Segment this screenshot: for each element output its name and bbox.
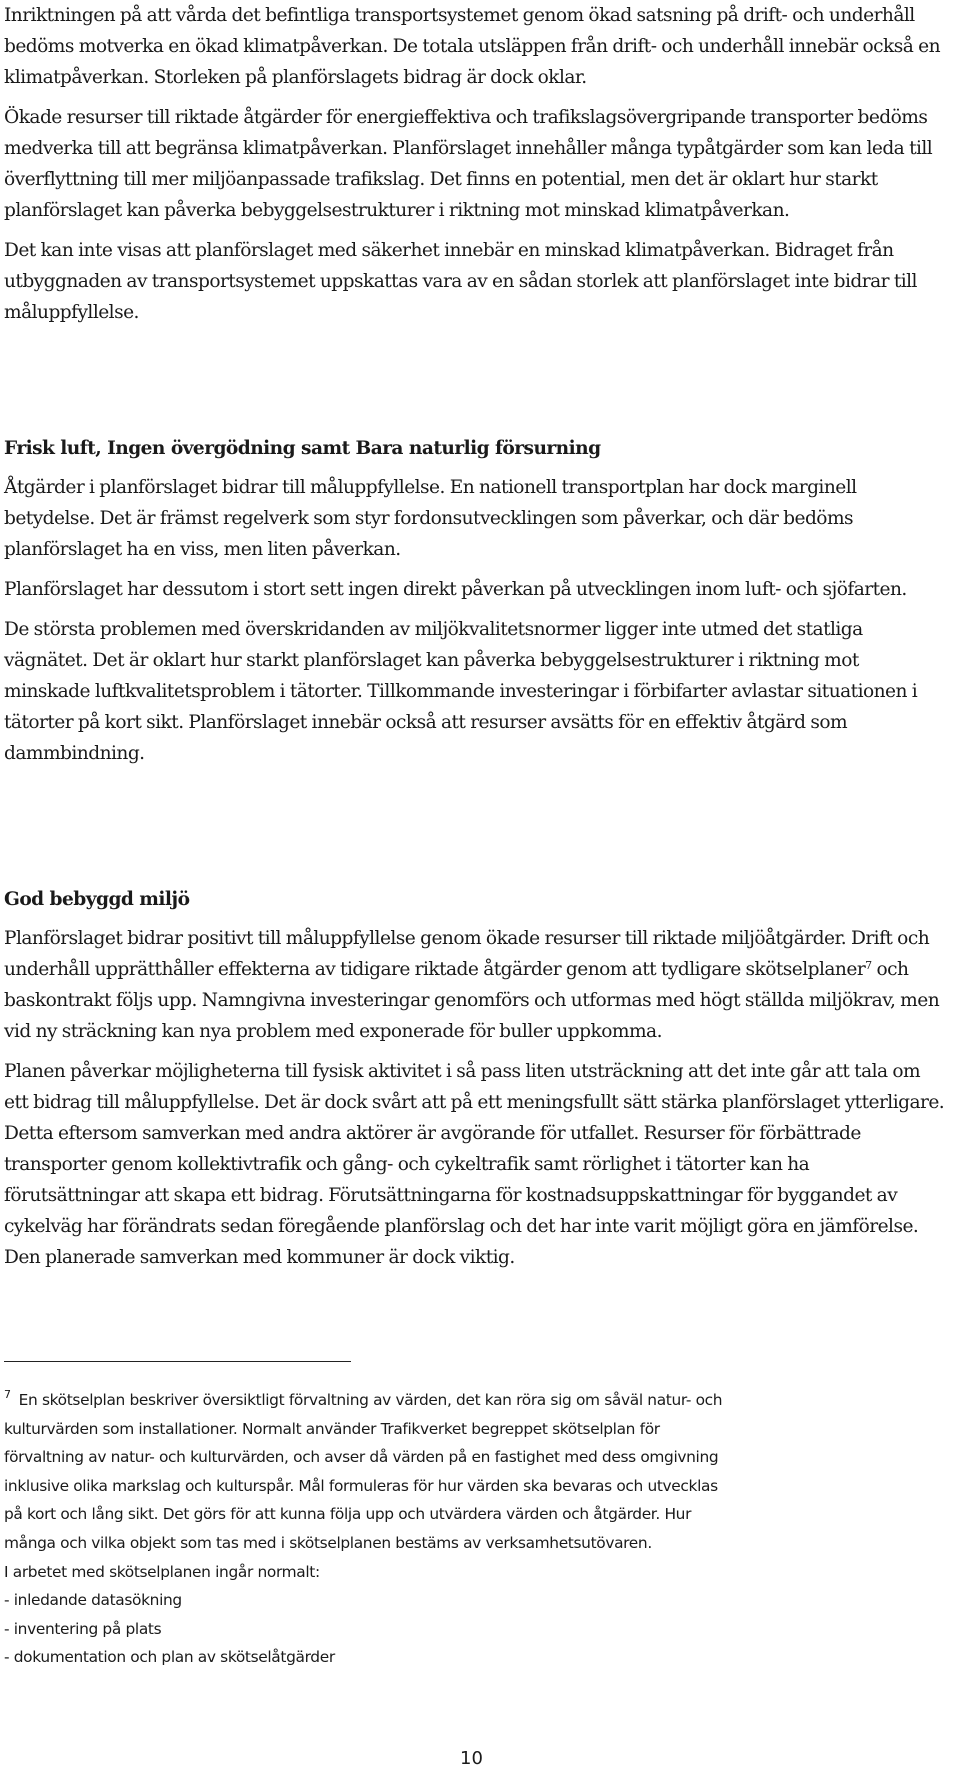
footnote-line: kulturvärden som installationer. Normalt använder Trafikverket begreppet skötselplan för [4,1419,660,1438]
footnote-list-item: - inventering på plats [4,1619,162,1638]
footnote [4,1386,954,1672]
section-heading-built-environment: God bebyggd miljö [4,889,190,910]
paragraph: Ökade resurser till riktade åtgärder för energieffektiva och trafikslagsövergripande transporter bedöms medverka till att begränsa klimatpåverkan. Planförslaget innehåller många typåtgärder som kan leda till överflyttning till mer miljöanpassade trafikslag. Det finns en potential, men det är oklart hur starkt planförslaget kan påverka bebyggelsestrukturer i riktning mot minskad klimatpåverkan. [4,107,933,221]
paragraph [4,923,948,1047]
section-heading-air-quality: Frisk luft, Ingen övergödning samt Bara naturlig försurning [4,438,601,459]
footnote-separator [4,1361,351,1362]
paragraph: Det kan inte visas att planförslaget med säkerhet innebär en minskad klimatpåverkan. Bidraget från utbyggnaden av transportsystemet uppskattas vara av en sådan storlek att planförslaget inte bidrar till måluppfyllelse. [4,240,917,323]
footnote-reference[interactable]: 7 [865,959,872,972]
footnote-line: I arbetet med skötselplanen ingår normalt: [4,1562,320,1581]
footnote-line: förvaltning av natur- och kulturvärden, och avser då värden på en fastighet med dess omgivning [4,1448,719,1467]
paragraph: Planförslaget har dessutom i stort sett ingen direkt påverkan på utvecklingen inom luft- och sjöfarten. [4,579,907,600]
paragraph-text: och baskontrakt följs upp. Namngivna investeringar genomförs och utformas med högt ställda miljökrav, men vid ny sträckning kan nya problem med exponerade för buller uppkomma. [4,959,940,1042]
footnote-list-item: - inledande datasökning [4,1591,182,1610]
page-number: 10 [460,1748,483,1769]
climate-section [4,0,948,337]
footnote-line [4,1386,954,1415]
footnote-text: En skötselplan beskriver översiktligt förvaltning av värden, det kan röra sig om såväl natur- och [18,1391,723,1409]
paragraph-text: Planförslaget bidrar positivt till måluppfyllelse genom ökade resurser till riktade miljöåtgärder. Drift och underhåll upprätthåller effekterna av tidigare riktade åtgärder genom att tydligare skötselplaner [4,928,930,980]
footnote-line: på kort och lång sikt. Det görs för att kunna följa upp och utvärdera värden och åtgärder. Hur [4,1505,692,1524]
paragraph: Åtgärder i planförslaget bidrar till måluppfyllelse. En nationell transportplan har dock marginell betydelse. Det är främst regelverk som styr fordonsutvecklingen som påverkar, och där bedöms planförslaget ha en viss, men liten påverkan. [4,477,857,560]
paragraph: De största problemen med överskridanden av miljökvalitetsnormer ligger inte utmed det statliga vägnätet. Det är oklart hur starkt planförslaget kan påverka bebyggelsestrukturer i riktning mot minskade luftkvalitetsproblem i tätorter. Tillkommande investeringar i förbifarter avlastar situationen i tätorter på kort sikt. Planförslaget innebär också att resurser avsätts för en effektiv åtgärd som dammbindning. [4,619,918,764]
footnote-line: inklusive olika markslag och kulturspår. Mål formuleras för hur värden ska bevaras och utvecklas [4,1476,718,1495]
footnote-number: 7 [4,1388,11,1401]
built-environment-section [4,923,948,1282]
paragraph: Planen påverkar möjligheterna till fysisk aktivitet i så pass liten utsträckning att det inte går att tala om ett bidrag till måluppfyllelse. Det är dock svårt att på ett meningsfullt sätt stärka planförslaget ytterligare. Detta eftersom samverkan med andra aktörer är avgörande för utfallet. Resurser för förbättrade transporter genom kollektivtrafik och gång- och cykeltrafik samt rörlighet i tätorter kan ha förutsättningar att skapa ett bidrag. Förutsättningarna för kostnadsuppskattningar för byggandet av cykelväg har förändrats sedan föregående planförslag och det har inte varit möjligt göra en jämförelse. Den planerade samverkan med kommuner är dock viktig. [4,1061,945,1268]
footnote-list-item: - dokumentation och plan av skötselåtgärder [4,1648,335,1667]
air-quality-section [4,472,948,778]
footnote-line: många och vilka objekt som tas med i skötselplanen bestäms av verksamhetsutövaren. [4,1533,652,1552]
paragraph: Inriktningen på att vårda det befintliga transportsystemet genom ökad satsning på drift- och underhåll bedöms motverka en ökad klimatpåverkan. De totala utsläppen från drift- och underhåll innebär också en klimatpåverkan. Storleken på planförslagets bidrag är dock oklar. [4,5,940,88]
